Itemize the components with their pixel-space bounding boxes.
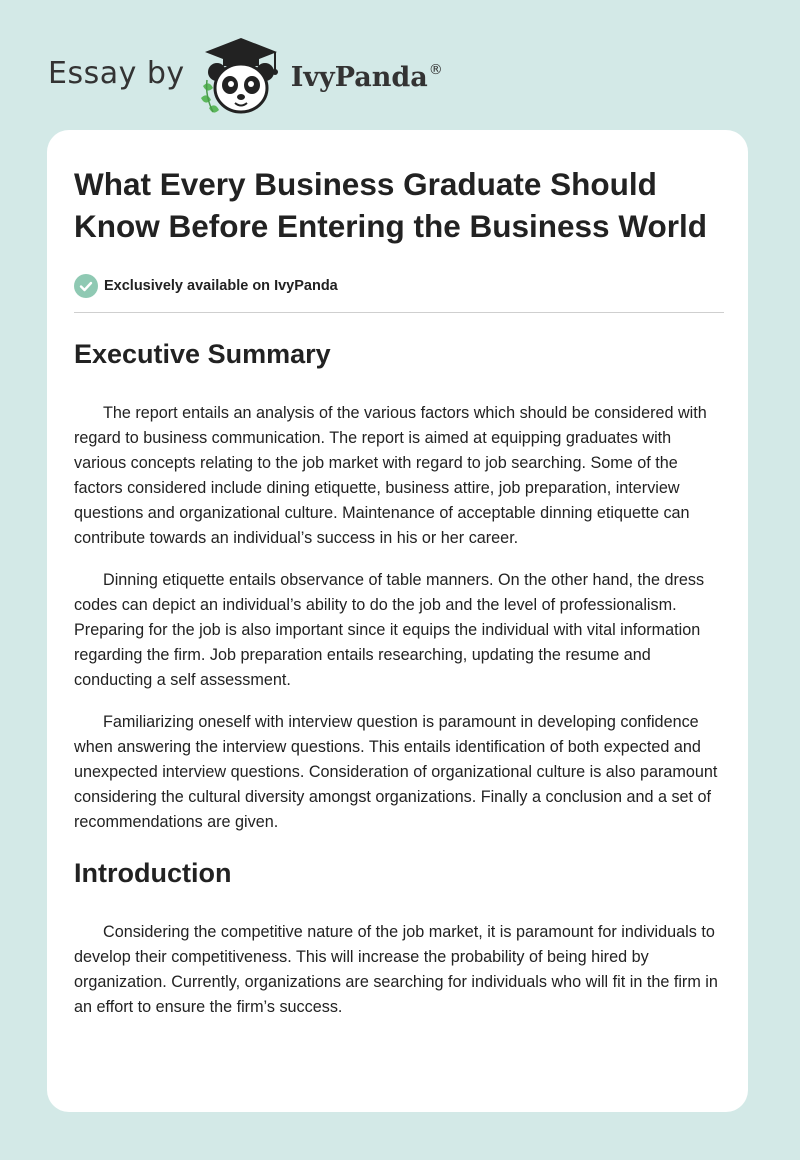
- brand-name-text: IvyPanda: [290, 61, 428, 93]
- essay-card: [47, 130, 748, 1112]
- paragraph: Familiarizing oneself with interview question is paramount in developing confidence when answering the interview questions. This entails identification of both expected and unexpected interview questions. Consideration of organizational culture is also paramount considering the cultural diversity amongst organizations. Finally a conclusion and a set of recommendations are given.: [74, 713, 718, 831]
- registered-mark: ®: [428, 61, 443, 78]
- checkmark-icon: [74, 274, 98, 298]
- exclusive-badge-text: Exclusively available on IvyPanda: [104, 278, 338, 294]
- essay-by-label: Essay by: [48, 55, 185, 91]
- divider: [74, 312, 724, 313]
- exclusive-badge: [74, 273, 724, 299]
- paragraph: Considering the competitive nature of the job market, it is paramount for individuals to develop their competitiveness. This will increase the probability of being hired by organization. Currently, organizations are searching for individuals who will fit in the firm in an effort to ensure the firm’s success.: [74, 923, 718, 1016]
- essay-content: [74, 163, 724, 1020]
- paragraph: Dinning etiquette entails observance of table manners. On the other hand, the dress codes can depict an individual’s ability to do the job and the level of professionalism. Preparing for the job is also important since it equips the individual with vital information regarding the firm. Job preparation entails researching, updating the resume and conducting a self assessment.: [74, 571, 705, 689]
- essay-title: What Every Business Graduate Should Know Before Entering the Business World: [74, 166, 707, 244]
- panda-graduate-logo-icon: [197, 36, 287, 116]
- section-heading-executive-summary: Executive Summary: [74, 339, 331, 369]
- site-header: [48, 36, 443, 116]
- brand-name: [291, 62, 443, 93]
- paragraph: The report entails an analysis of the various factors which should be considered with regard to business communication. The report is aimed at equipping graduates with various concepts relating to the job market with regard to job searching. Some of the factors considered include dining etiquette, business attire, job preparation, interview questions and organizational culture. Maintenance of acceptable dinning etiquette can contribute towards an individual’s success in his or her career.: [74, 404, 707, 547]
- section-heading-introduction: Introduction: [74, 858, 232, 888]
